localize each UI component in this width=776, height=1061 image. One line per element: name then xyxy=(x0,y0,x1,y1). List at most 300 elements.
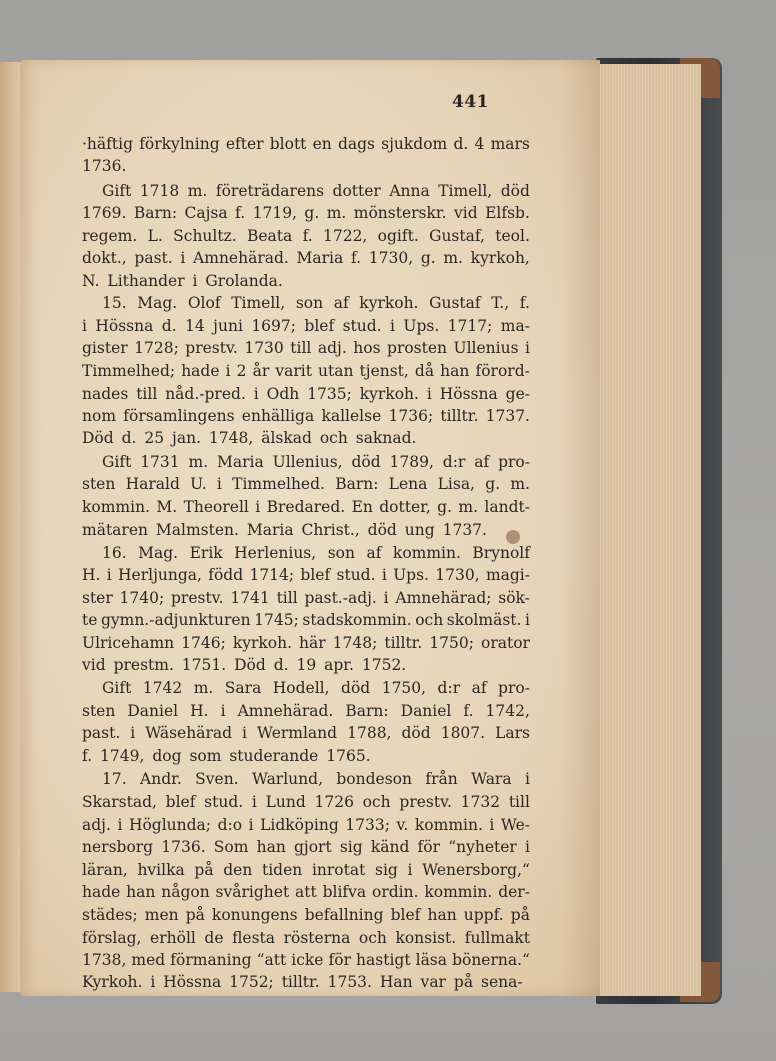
word: g. xyxy=(420,249,436,267)
word: Timell, xyxy=(231,294,286,312)
text-line xyxy=(82,405,530,427)
word: i xyxy=(248,816,254,834)
word: blef xyxy=(165,793,196,811)
word: varit xyxy=(275,362,312,380)
word: dotter, xyxy=(379,498,431,516)
word: L. xyxy=(147,227,163,245)
word: blifva xyxy=(322,883,367,901)
word: 1732 xyxy=(460,793,501,811)
word: blott xyxy=(269,135,307,153)
word: död xyxy=(401,724,431,742)
word: stud. xyxy=(342,317,382,335)
word: af xyxy=(333,294,349,312)
word: till xyxy=(508,793,530,811)
text-line xyxy=(82,247,530,269)
word: 1726 xyxy=(314,793,354,811)
word: Mag. xyxy=(137,294,178,312)
word: 1718 xyxy=(139,182,180,200)
word: Harald xyxy=(125,475,180,493)
word: T., xyxy=(491,294,510,312)
word: Hössna xyxy=(95,317,154,335)
word: ·häftig xyxy=(82,135,133,153)
word: 1748; xyxy=(332,634,378,652)
word: Mag. xyxy=(138,544,179,562)
word: d. xyxy=(161,317,177,335)
word: Lena xyxy=(388,475,428,493)
word: Lund xyxy=(265,793,306,811)
word: regem. xyxy=(82,227,138,245)
word: f. xyxy=(519,294,530,312)
word: förslag, xyxy=(82,929,142,947)
word: Andr. xyxy=(140,770,182,788)
word: m. xyxy=(458,498,479,516)
word: hastigt xyxy=(356,951,411,969)
text-line xyxy=(82,337,530,359)
word: 1750; xyxy=(429,634,474,652)
word: 1730, xyxy=(368,249,414,267)
word: rösterna xyxy=(283,929,351,947)
word: landt- xyxy=(484,498,530,516)
word: pro- xyxy=(498,679,530,697)
word: icke xyxy=(291,951,324,969)
word: till xyxy=(290,339,312,357)
word: i xyxy=(383,589,389,607)
word: någon xyxy=(161,883,210,901)
word: förmaning xyxy=(170,951,252,969)
word: Ullenius xyxy=(453,339,519,357)
word: Brynolf xyxy=(472,544,530,562)
word: gymn.-adjunkturen xyxy=(100,611,251,629)
word: Olof xyxy=(187,294,221,312)
word: i xyxy=(180,249,186,267)
text-line: 1736. xyxy=(82,157,127,175)
text-line xyxy=(82,904,530,926)
text-line: N. Lithander i Grolanda. xyxy=(82,272,283,290)
text-line xyxy=(102,677,530,699)
word: son xyxy=(295,294,324,312)
word: 16. xyxy=(102,544,127,562)
word: i xyxy=(390,317,395,335)
word: läran, xyxy=(82,861,128,879)
word: företrädarens xyxy=(215,182,325,200)
word: magi- xyxy=(485,566,530,584)
word: f. xyxy=(302,227,313,245)
word: gister xyxy=(82,339,128,357)
word: past.-adj. xyxy=(304,589,377,607)
word: sjukdom xyxy=(381,135,448,153)
word: 17. xyxy=(102,770,127,788)
word: past. xyxy=(82,724,121,742)
word: mars xyxy=(490,135,530,153)
word: 1730 xyxy=(244,339,284,357)
word: m. xyxy=(187,182,208,200)
word: tilltr. xyxy=(440,407,479,425)
word: Maria xyxy=(217,453,264,471)
text-line xyxy=(82,881,530,903)
word: stadskommin. xyxy=(302,611,412,629)
word: förord- xyxy=(475,362,530,380)
word: i xyxy=(251,793,257,811)
word: vid xyxy=(453,204,478,222)
word: inrotat xyxy=(311,861,366,879)
word: ma- xyxy=(500,317,530,335)
word: 1735; xyxy=(307,385,352,403)
word: i xyxy=(381,566,387,584)
word: Wara xyxy=(471,770,512,788)
word: i xyxy=(524,770,530,788)
word: sök- xyxy=(498,589,530,607)
word: 1736; xyxy=(388,407,434,425)
text-line xyxy=(82,315,530,337)
word: af xyxy=(471,679,487,697)
word: 1722, xyxy=(322,227,368,245)
word: här xyxy=(299,634,326,652)
text-line xyxy=(82,814,530,836)
word: ogift. xyxy=(377,227,419,245)
word: hos xyxy=(353,339,381,357)
text-line xyxy=(82,632,530,654)
word: Barn: xyxy=(345,702,389,720)
text-line xyxy=(102,180,530,202)
word: orator xyxy=(480,634,530,652)
word: H. xyxy=(190,702,209,720)
text-line xyxy=(82,225,530,247)
word: kallelse xyxy=(321,407,382,425)
word: död xyxy=(351,453,381,471)
word: Herljunga, xyxy=(118,566,202,584)
text-line xyxy=(82,949,530,971)
word: i xyxy=(225,362,231,380)
word: nades xyxy=(82,385,129,403)
word: Theorell xyxy=(183,498,249,516)
word: 4 xyxy=(474,135,485,153)
word: bondeson xyxy=(336,770,412,788)
word: Ulricehamn xyxy=(82,634,175,652)
word: Schultz. xyxy=(173,227,237,245)
word: Lisa, xyxy=(437,475,475,493)
word: erhöll xyxy=(150,929,196,947)
word: f. xyxy=(350,249,362,267)
word: stud. xyxy=(336,566,376,584)
word: svårighet xyxy=(215,883,290,901)
word: gjort xyxy=(293,838,332,856)
text-line xyxy=(82,564,530,586)
text-line xyxy=(82,927,530,949)
text-line xyxy=(82,473,530,495)
word: till xyxy=(276,589,298,607)
word: från xyxy=(425,770,458,788)
word: Barn: xyxy=(133,204,178,222)
word: sten xyxy=(82,475,116,493)
word: tilltr. xyxy=(384,634,423,652)
word: Wäsehärad xyxy=(145,724,233,742)
word: juni xyxy=(213,317,243,335)
word: kommin. xyxy=(424,883,493,901)
word: i xyxy=(253,385,259,403)
word: 1750, xyxy=(381,679,427,697)
word: 1730, xyxy=(435,566,480,584)
word: 1733; xyxy=(345,816,390,834)
word: Gustaf xyxy=(429,294,481,312)
word: 1738, xyxy=(82,951,127,969)
word: 1717; xyxy=(447,317,493,335)
word: g. xyxy=(485,475,501,493)
word: Wermland xyxy=(257,724,338,742)
word: ordin. xyxy=(371,883,419,901)
word: f. xyxy=(235,204,246,222)
word: dotter xyxy=(332,182,381,200)
word: dokt., xyxy=(82,249,127,267)
word: Gift xyxy=(102,679,132,697)
page-number: 441 xyxy=(452,92,489,112)
word: Ullenius, xyxy=(272,453,343,471)
text-line xyxy=(102,292,530,314)
text-line xyxy=(102,451,530,473)
word: kyrkoh, xyxy=(470,249,530,267)
word: sten xyxy=(82,702,116,720)
text-line: vid prestm. 1751. Död d. 19 apr. 1752. xyxy=(82,656,407,674)
word: 1740; xyxy=(119,589,165,607)
word: Warlund, xyxy=(251,770,323,788)
word: en xyxy=(312,135,332,153)
word: den xyxy=(223,861,253,879)
word: teol. xyxy=(495,227,530,245)
word: Erik xyxy=(189,544,223,562)
word: m. xyxy=(188,453,209,471)
word: nersborg xyxy=(82,838,154,856)
word: läsa xyxy=(415,951,448,969)
word: han xyxy=(440,362,470,380)
word: f. xyxy=(463,702,474,720)
word: uppf. xyxy=(463,906,504,924)
word: blef xyxy=(390,906,421,924)
word: Barn: xyxy=(335,475,379,493)
word: 1742 xyxy=(142,679,183,697)
word: år xyxy=(252,362,270,380)
word: 1789, xyxy=(389,453,434,471)
word: Sara xyxy=(224,679,262,697)
word: på xyxy=(185,906,205,924)
word: att xyxy=(295,883,317,901)
text-line xyxy=(82,496,530,518)
word: på xyxy=(510,906,530,924)
text-line xyxy=(82,133,530,155)
word: Skarstad, xyxy=(82,793,157,811)
word: 1741 xyxy=(230,589,270,607)
word: i xyxy=(524,611,530,629)
word: då xyxy=(414,362,435,380)
word: 1788, xyxy=(347,724,392,742)
word: Anna xyxy=(389,182,430,200)
word: känd xyxy=(370,838,410,856)
word: i xyxy=(525,339,530,357)
word: g. xyxy=(437,498,453,516)
word: son xyxy=(327,544,355,562)
word: 1745; xyxy=(254,611,299,629)
word: i xyxy=(106,566,112,584)
word: m. xyxy=(443,249,463,267)
word: sig xyxy=(339,838,363,856)
word: M. xyxy=(156,498,178,516)
word: prestv. xyxy=(185,339,238,357)
word: Hodell, xyxy=(272,679,330,697)
page-edges xyxy=(596,64,701,996)
word: i xyxy=(489,816,495,834)
word: befallning xyxy=(304,906,384,924)
word: 1737. xyxy=(485,407,530,425)
text-line xyxy=(82,700,530,722)
word: Daniel xyxy=(400,702,452,720)
word: En xyxy=(351,498,373,516)
word: han xyxy=(256,838,286,856)
word: adj. xyxy=(317,339,347,357)
word: utan xyxy=(318,362,354,380)
text-line xyxy=(82,722,530,744)
word: hvilka xyxy=(137,861,185,879)
word: Cajsa xyxy=(184,204,228,222)
word: Wenersborg,“ xyxy=(422,861,530,879)
word: i xyxy=(82,317,87,335)
word: förkylning xyxy=(139,135,220,153)
text-line xyxy=(82,383,530,405)
word: Gift xyxy=(102,182,132,200)
word: men xyxy=(144,906,179,924)
word: hade xyxy=(82,883,121,901)
word: adj. xyxy=(82,816,111,834)
word: i xyxy=(216,475,222,493)
text-line xyxy=(82,587,530,609)
word: nåd.-pred. xyxy=(165,385,246,403)
word: 15. xyxy=(102,294,127,312)
word: 1769. xyxy=(82,204,127,222)
word: hade xyxy=(181,362,220,380)
word: Gift xyxy=(102,453,132,471)
word: “att xyxy=(256,951,287,969)
word: Timmelhed. xyxy=(232,475,325,493)
word: Amnehärad; xyxy=(395,589,492,607)
word: Herlenius, xyxy=(234,544,317,562)
text-line xyxy=(82,791,530,813)
word: Maria xyxy=(296,249,344,267)
word: och xyxy=(358,929,387,947)
word: flesta xyxy=(232,929,276,947)
word: fullmakt xyxy=(464,929,530,947)
text-line xyxy=(82,202,530,224)
word: m. xyxy=(193,679,214,697)
word: prestv. xyxy=(399,793,452,811)
word: der- xyxy=(498,883,530,901)
word: 1697; xyxy=(251,317,296,335)
word: i xyxy=(524,838,530,856)
word: Bredared. xyxy=(266,498,346,516)
word: Lars xyxy=(495,724,530,742)
word: Timell, xyxy=(438,182,493,200)
word: Amnehärad. xyxy=(237,702,334,720)
word: på xyxy=(194,861,214,879)
word: d:r xyxy=(442,453,466,471)
word: kyrkoh. xyxy=(232,634,293,652)
word: i xyxy=(220,702,226,720)
word: han xyxy=(126,883,156,901)
stain-mark xyxy=(506,530,520,544)
word: kyrkoh. xyxy=(359,385,419,403)
text-line xyxy=(82,859,530,881)
word: 1719, xyxy=(252,204,297,222)
word: pro- xyxy=(498,453,530,471)
word: 2 xyxy=(236,362,247,380)
word: med xyxy=(131,951,166,969)
word: död xyxy=(341,679,371,697)
word: Hössna xyxy=(439,385,498,403)
word: ster xyxy=(82,589,113,607)
word: We- xyxy=(500,816,530,834)
word: H. xyxy=(82,566,101,584)
word: 1731 xyxy=(140,453,180,471)
word: prestv. xyxy=(171,589,224,607)
word: Sven. xyxy=(195,770,239,788)
word: 1746; xyxy=(181,634,226,652)
word: i xyxy=(117,816,123,834)
word: blef xyxy=(304,317,335,335)
word: Odh xyxy=(266,385,300,403)
word: d. xyxy=(453,135,469,153)
word: i xyxy=(426,385,432,403)
word: i xyxy=(255,498,261,516)
word: prosten xyxy=(387,339,448,357)
word: 1807. xyxy=(440,724,486,742)
word: g. xyxy=(304,204,320,222)
word: af xyxy=(474,453,490,471)
word: död xyxy=(500,182,530,200)
word: d:r xyxy=(437,679,461,697)
word: nom xyxy=(82,407,117,425)
word: kommin. xyxy=(82,498,150,516)
word: efter xyxy=(225,135,264,153)
word: Daniel xyxy=(127,702,179,720)
text-line: Kyrkoh. i Hössna 1752; tilltr. 1753. Han var på sena- xyxy=(82,973,523,991)
word: “nyheter xyxy=(448,838,517,856)
word: till xyxy=(136,385,158,403)
word: han xyxy=(427,906,457,924)
word: enhälliga xyxy=(241,407,315,425)
word: 1742, xyxy=(485,702,530,720)
word: tiden xyxy=(262,861,303,879)
word: de xyxy=(204,929,224,947)
word: Ups. xyxy=(403,317,440,335)
word: Elfsb. xyxy=(485,204,530,222)
word: i xyxy=(130,724,136,742)
text-line: mätaren Malmsten. Maria Christ., död ung 1737. xyxy=(82,521,487,539)
word: och xyxy=(415,611,444,629)
word: kommin. xyxy=(414,816,483,834)
word: ge- xyxy=(505,385,530,403)
word: 1728; xyxy=(134,339,179,357)
word: och xyxy=(362,793,391,811)
word: för xyxy=(417,838,441,856)
word: i xyxy=(407,861,413,879)
word: kommin. xyxy=(392,544,461,562)
word: stud. xyxy=(204,793,244,811)
word: 14 xyxy=(185,317,205,335)
word: 1736. xyxy=(161,838,206,856)
word: skolmäst. xyxy=(446,611,522,629)
text-line: Död d. 25 jan. 1748, älskad och saknad. xyxy=(82,429,417,447)
page-gutter-shadow xyxy=(560,60,600,996)
word: konsist. xyxy=(395,929,457,947)
word: kyrkoh. xyxy=(359,294,419,312)
word: af xyxy=(366,544,382,562)
word: 1714; xyxy=(249,566,295,584)
